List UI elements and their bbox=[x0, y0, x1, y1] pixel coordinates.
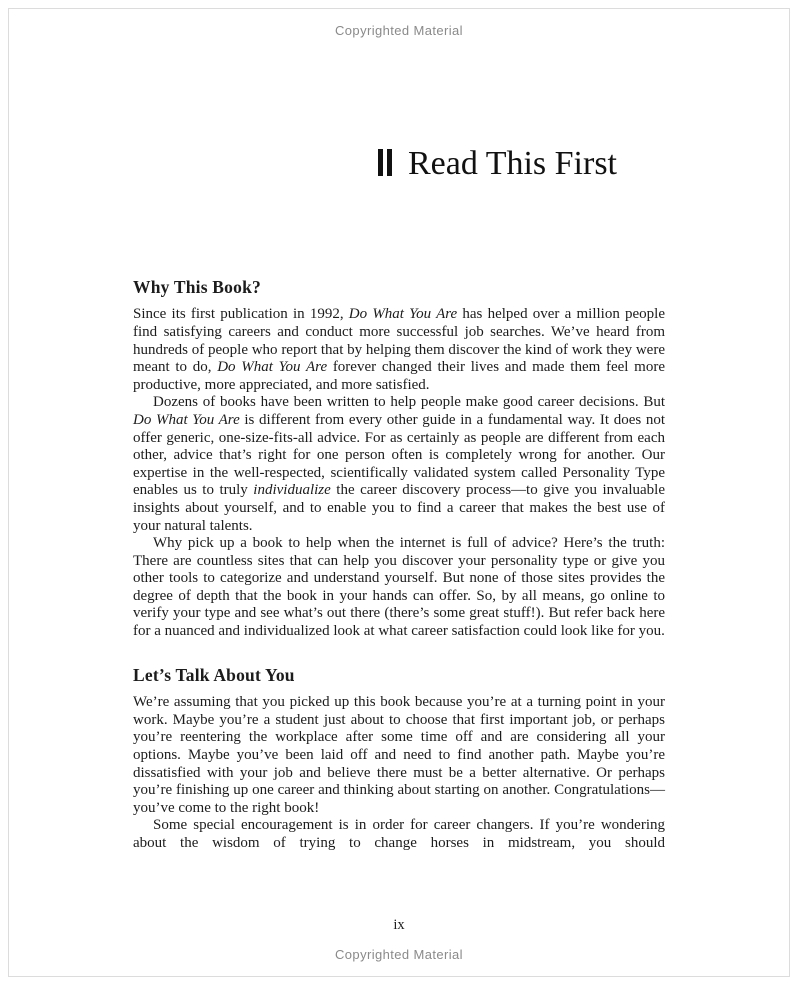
section-heading-lets-talk-about-you: Let’s Talk About You bbox=[133, 664, 295, 685]
paragraph: Dozens of books have been written to help people make good career decisions. But Do What You Are is different from every other guide in a fundamental way. It does not offer generic, one-size-fits-all advice. For as certainly as people are different from each other, advice that’s right for one person often is completely wrong for another. Our expertise in the well-respected, scientifically validated system called Personality Type enables us to truly individualize the career discovery process—to give you invaluable insights about yourself, and to enable you to find a career that makes the best use of your natural talents. bbox=[133, 394, 665, 534]
paragraph: Why pick up a book to help when the internet is full of advice? Here’s the truth: There are countless sites that can help you discover your personality type or give you other tools to categorize and understand yourself. But none of those sites provides the degree of depth that the book in your hands can offer. So, by all means, go online to verify your type and see what’s out there (there’s some great stuff!). But refer back here for a nuanced and individualized look at what career satisfaction could look like for you. bbox=[133, 535, 665, 640]
copyright-notice-top: Copyrighted Material bbox=[335, 23, 463, 38]
book-page bbox=[8, 8, 790, 977]
paragraph: Some special encouragement is in order for career changers. If you’re wondering about the wisdom of trying to change horses in midstream, you should bbox=[133, 817, 665, 852]
section-heading-why-this-book: Why This Book? bbox=[133, 276, 261, 297]
chapter-title-text: Read This First bbox=[407, 145, 617, 182]
page-number: ix bbox=[393, 917, 405, 933]
copyright-notice-bottom: Copyrighted Material bbox=[335, 947, 463, 962]
chapter-title bbox=[9, 144, 789, 185]
page-content bbox=[9, 276, 789, 853]
paragraph: Since its first publication in 1992, Do What You Are has helped over a million people find satisfying careers and conduct more successful job searches. We’ve heard from hundreds of people who report that by helping them discover the kind of work they were meant to do, Do What You Are forever changed their lives and made them feel more productive, more appreciated, and more satisfied. bbox=[133, 306, 666, 393]
paragraph: We’re assuming that you picked up this book because you’re at a turning point in your work. Maybe you’re a student just about to choose that first important job, or perhaps you’re reentering the workplace after some time off and are considering all your options. Maybe you’ve been laid off and need to find another path. Maybe you’re dissatisfied with your job and believe there must be a better alternative. Or perhaps you’re finishing up one career and thinking about starting on another. Congratulations—you’ve come to the right book! bbox=[133, 694, 665, 816]
double-bar-icon bbox=[378, 144, 396, 185]
